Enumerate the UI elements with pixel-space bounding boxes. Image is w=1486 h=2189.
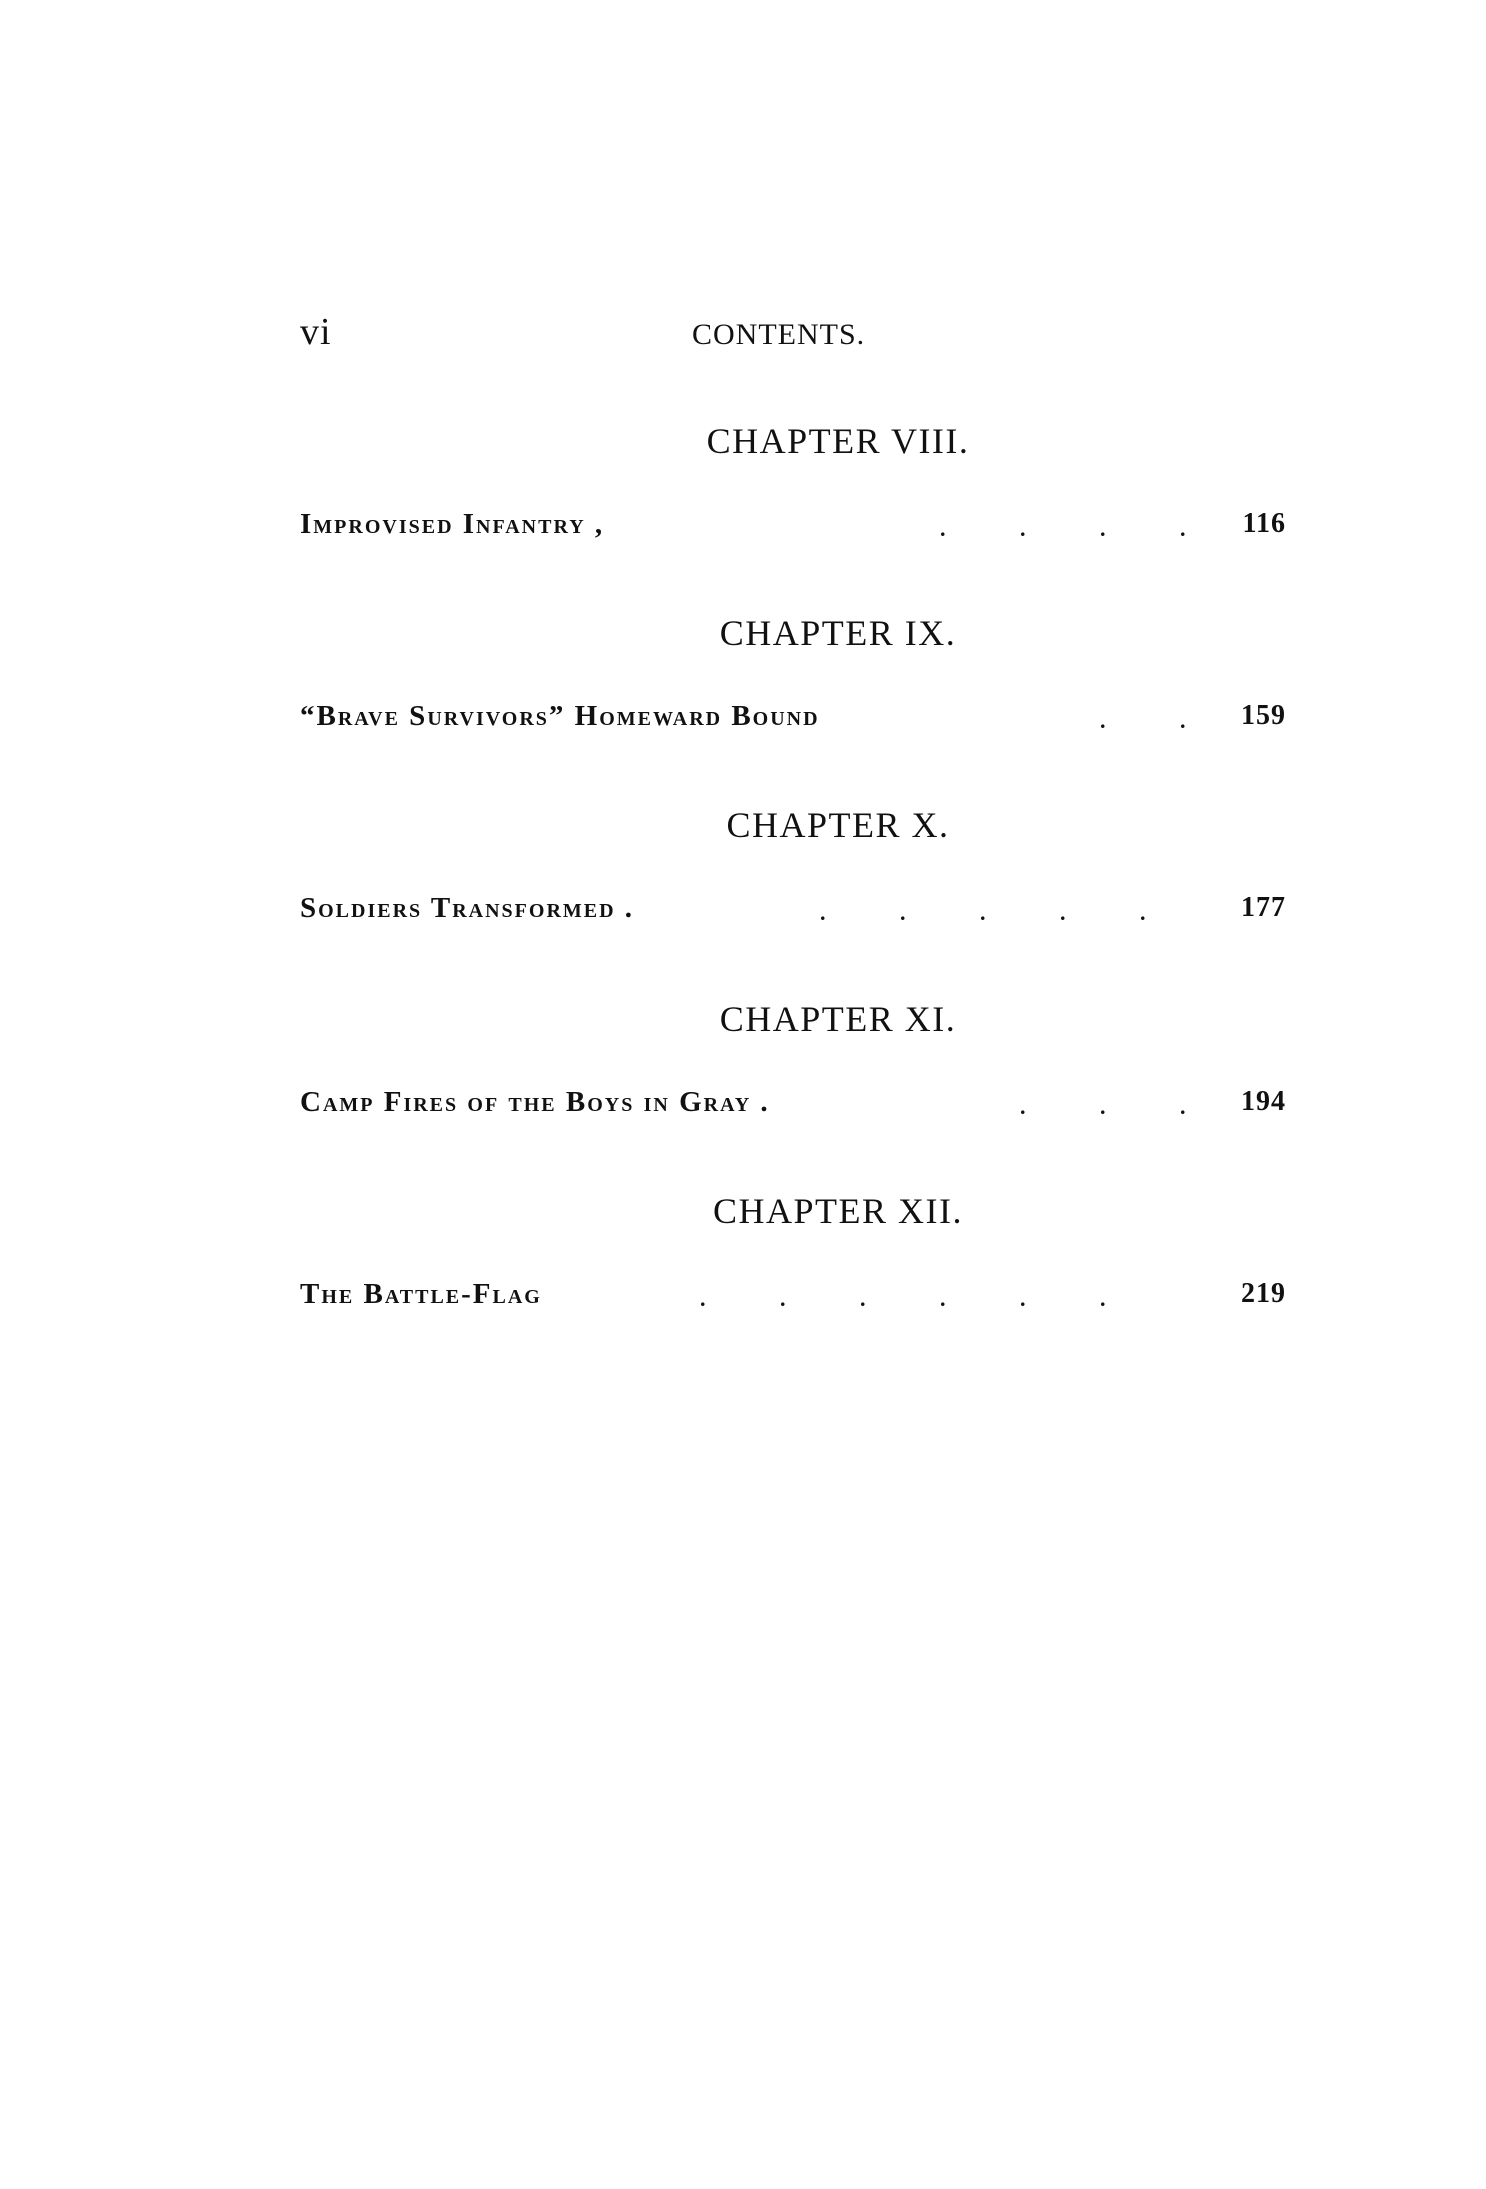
- dot-leader: .: [1180, 708, 1186, 733]
- chapter-section-x: [300, 804, 1286, 942]
- chapter-heading: CHAPTER IX.: [719, 613, 957, 653]
- dot-leader: .: [900, 900, 906, 925]
- dot-leader: .: [1020, 1094, 1026, 1119]
- dot-leader: .: [1100, 1094, 1106, 1119]
- dot-leader: .: [1180, 1094, 1186, 1119]
- toc-entry: [300, 1278, 1286, 1328]
- toc-entry: [300, 700, 1286, 750]
- toc-entry: [300, 1086, 1286, 1136]
- chapter-heading: CHAPTER VIII.: [706, 421, 970, 461]
- entry-page-number: 159: [1241, 700, 1286, 731]
- chapter-section-ix: [300, 612, 1286, 750]
- entry-page-number: 194: [1241, 1086, 1286, 1117]
- dot-leader: .: [860, 1286, 866, 1311]
- entry-page-number: 116: [1242, 508, 1286, 539]
- dot-leader: .: [1100, 708, 1106, 733]
- dot-leader: .: [1060, 900, 1066, 925]
- chapter-heading: CHAPTER XII.: [713, 1191, 963, 1231]
- chapter-heading: CHAPTER XI.: [719, 999, 957, 1039]
- dot-leader: .: [1100, 1286, 1106, 1311]
- dot-leader: .: [780, 1286, 786, 1311]
- chapter-section-xii: [300, 1190, 1286, 1328]
- toc-entry: [300, 892, 1286, 942]
- dot-leader: .: [1180, 516, 1186, 541]
- chapter-heading: CHAPTER X.: [726, 805, 950, 845]
- dot-leader: .: [1140, 900, 1146, 925]
- chapter-section-viii: [300, 420, 1286, 558]
- dot-leader: .: [1020, 516, 1026, 541]
- dot-leader: .: [1020, 1286, 1026, 1311]
- dot-leader: .: [940, 1286, 946, 1311]
- page-number: vi: [300, 311, 332, 353]
- dot-leader: .: [1100, 516, 1106, 541]
- dot-leader: .: [700, 1286, 706, 1311]
- running-head: CONTENTS.: [692, 318, 866, 351]
- entry-page-number: 177: [1241, 892, 1286, 923]
- entry-title: The Battle-Flag: [300, 1278, 542, 1310]
- dot-leader: .: [940, 516, 946, 541]
- entry-title: Camp Fires of the Boys in Gray .: [300, 1086, 770, 1118]
- chapter-section-xi: [300, 998, 1286, 1136]
- dot-leader: .: [980, 900, 986, 925]
- entry-title: Improvised Infantry ,: [300, 508, 605, 540]
- page-header: [300, 310, 1286, 370]
- toc-entry: [300, 508, 1286, 558]
- dot-leader: .: [820, 900, 826, 925]
- entry-title: “Brave Survivors” Homeward Bound: [300, 700, 820, 732]
- entry-page-number: 219: [1241, 1278, 1286, 1309]
- entry-title: Soldiers Transformed .: [300, 892, 635, 924]
